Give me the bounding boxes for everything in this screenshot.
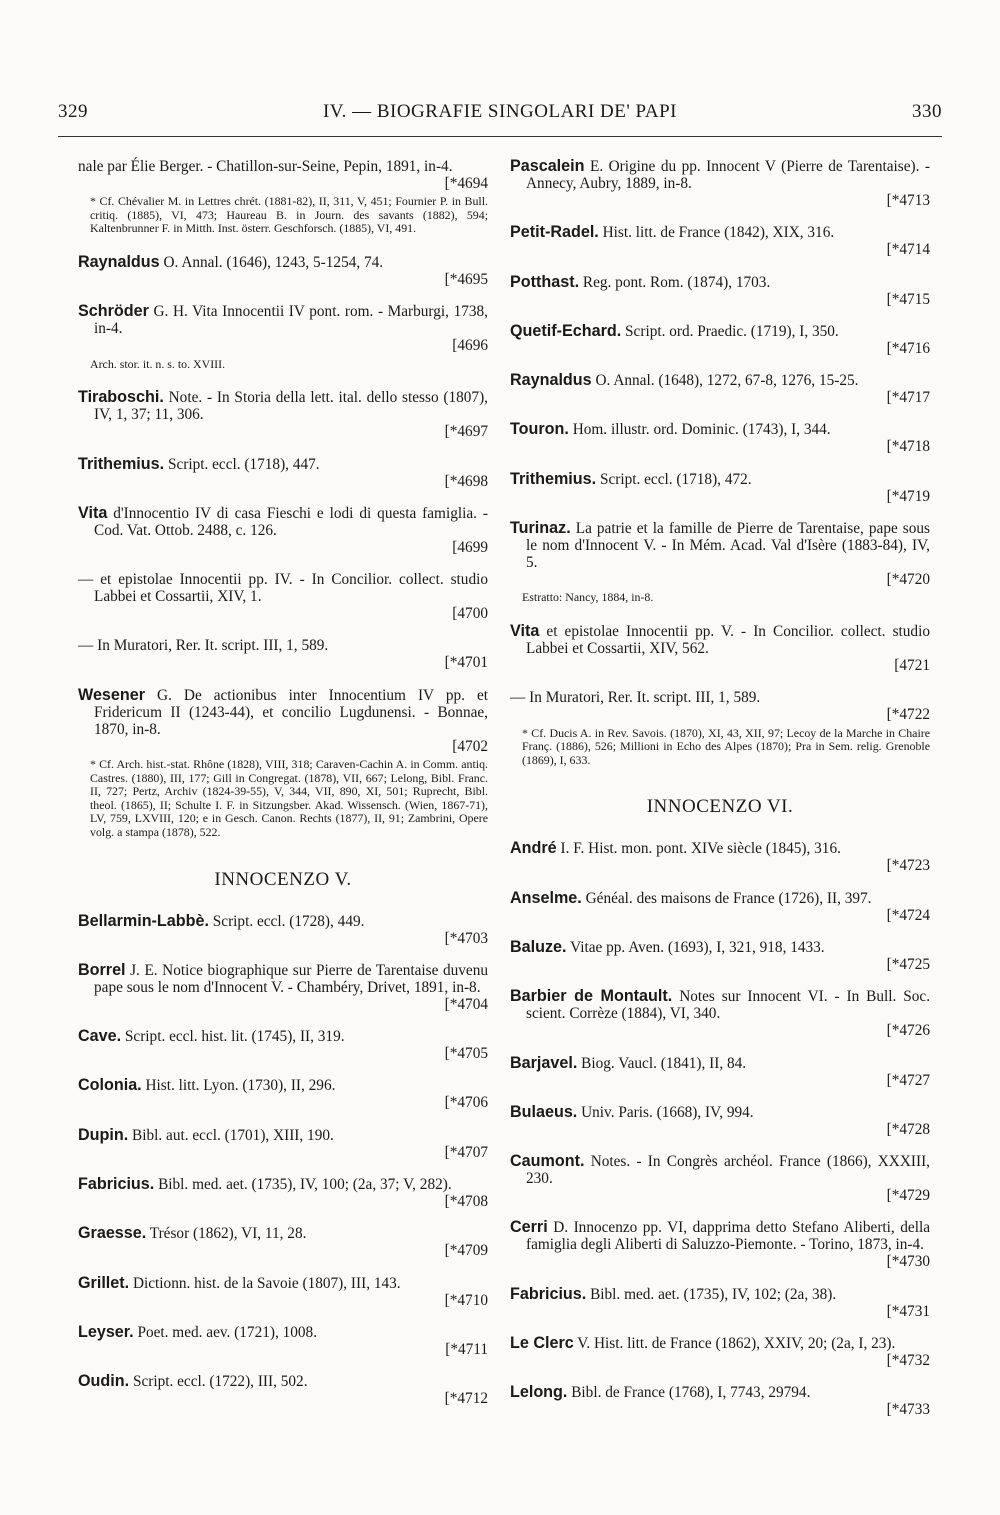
entry-reference-number: [*4731 bbox=[886, 1302, 930, 1320]
entry-text: Bibl. med. aet. (1735), IV, 102; (2a, 38). bbox=[590, 1285, 837, 1303]
bibliography-entry bbox=[78, 303, 488, 354]
right-column bbox=[510, 158, 930, 1434]
entry-reference-number: [*4728 bbox=[886, 1120, 930, 1138]
bibliography-entry bbox=[510, 224, 930, 258]
entry-text: Biog. Vaucl. (1841), II, 84. bbox=[581, 1054, 747, 1072]
entry-author: Lelong. bbox=[510, 1383, 568, 1402]
entry-author: Touron. bbox=[510, 420, 569, 439]
section-heading: INNOCENZO V. bbox=[214, 868, 352, 890]
bibliography-entry bbox=[510, 1286, 930, 1320]
bibliography-entry bbox=[78, 456, 488, 490]
entry-author: Borrel bbox=[78, 960, 126, 979]
entry-author: Raynaldus bbox=[78, 253, 160, 272]
entry-text: Notes sur Innocent VI. - In Bull. Soc. scient. Corrèze (1884), VI, 340. bbox=[526, 988, 931, 1023]
bibliography-entry bbox=[78, 158, 488, 192]
entry-text: Vitae pp. Aven. (1693), I, 321, 918, 1433. bbox=[570, 938, 825, 956]
bibliography-entry bbox=[510, 158, 930, 209]
bibliography-entry bbox=[510, 323, 930, 357]
bibliography-entry bbox=[510, 689, 930, 723]
entry-text: — et epistolae Innocentii pp. IV. - In Concilior. collect. studio Labbei et Cossartii, XIV, 1. bbox=[78, 571, 488, 606]
entry-reference-number: [*4705 bbox=[444, 1045, 488, 1063]
entry-text: I. F. Hist. mon. pont. XIVe siècle (1845), 316. bbox=[560, 840, 841, 858]
bibliography-entry bbox=[510, 274, 930, 308]
entry-text: Trésor (1862), VI, 11, 28. bbox=[149, 1225, 307, 1243]
entry-reference-number: [*4729 bbox=[886, 1187, 930, 1205]
entry-reference-number: [*4717 bbox=[886, 389, 930, 407]
entry-text: O. Annal. (1646), 1243, 5-1254, 74. bbox=[163, 254, 384, 272]
entry-text: Hist. litt. Lyon. (1730), II, 296. bbox=[145, 1077, 336, 1095]
entry-text: Note. - In Storia della lett. ital. dello stesso (1807), IV, 1, 37; 11, 306. bbox=[94, 389, 489, 424]
bibliography-entry bbox=[510, 988, 930, 1039]
entry-text: Poet. med. aev. (1721), 1008. bbox=[137, 1323, 318, 1341]
entry-author: Vita bbox=[78, 503, 108, 522]
section-heading: INNOCENZO VI. bbox=[646, 796, 794, 818]
entry-author: Anselme. bbox=[510, 888, 582, 907]
bibliography-entry bbox=[78, 571, 488, 622]
entry-reference-number: [*4711 bbox=[445, 1340, 488, 1358]
bibliography-entry bbox=[510, 623, 930, 674]
entry-text: D. Innocenzo pp. VI, dapprima detto Stefano Aliberti, della famiglia degli Aliberti di Saluzzo-Piemonte. - Torino, 1873, in-4. bbox=[526, 1219, 930, 1254]
entry-reference-number: [*4727 bbox=[886, 1071, 930, 1089]
bibliography-note: Arch. stor. it. n. s. to. XVIII. bbox=[90, 356, 226, 371]
entry-text: Bibl. aut. eccl. (1701), XIII, 190. bbox=[132, 1126, 334, 1144]
entry-author: Turinaz. bbox=[510, 519, 571, 538]
bibliography-entry bbox=[510, 1104, 930, 1138]
entry-reference-number: [*4707 bbox=[444, 1143, 488, 1161]
bibliography-entry bbox=[78, 1324, 488, 1358]
entry-text: Script. eccl. (1718), 472. bbox=[599, 470, 752, 488]
entry-reference-number: [4721 bbox=[894, 656, 930, 674]
entry-text: Reg. pont. Rom. (1874), 1703. bbox=[582, 273, 771, 291]
entry-reference-number: [*4712 bbox=[444, 1390, 488, 1408]
entry-reference-number: [4699 bbox=[452, 538, 488, 556]
running-title: IV. — BIOGRAFIE SINGOLARI DE' PAPI bbox=[322, 101, 677, 122]
entry-reference-number: [*4720 bbox=[886, 571, 930, 589]
bibliography-entry bbox=[78, 505, 488, 556]
entry-author: Dupin. bbox=[78, 1125, 129, 1144]
entry-author: Wesener bbox=[78, 685, 145, 704]
bibliography-entry bbox=[78, 1373, 488, 1407]
entry-author: Raynaldus bbox=[510, 371, 592, 390]
entry-reference-number: [*4706 bbox=[444, 1094, 488, 1112]
entry-reference-number: [*4718 bbox=[886, 438, 930, 456]
entry-text: Bibl. med. aet. (1735), IV, 100; (2a, 37; V, 282). bbox=[158, 1176, 452, 1194]
entry-author: Trithemius. bbox=[510, 469, 597, 488]
entry-text: V. Hist. litt. de France (1862), XXIV, 20; (2a, I, 23). bbox=[577, 1335, 896, 1352]
entry-reference-number: [*4698 bbox=[444, 472, 488, 490]
entry-author: Bellarmin-Labbè. bbox=[78, 911, 209, 930]
entry-reference-number: [4696 bbox=[452, 337, 488, 355]
entry-author: Barjavel. bbox=[510, 1053, 578, 1072]
header-rule bbox=[58, 136, 942, 137]
entry-author: Baluze. bbox=[510, 937, 567, 956]
entry-text: Script. ord. Praedic. (1719), I, 350. bbox=[625, 322, 839, 340]
bibliography-entry bbox=[78, 254, 488, 288]
entry-reference-number: [*4710 bbox=[444, 1291, 488, 1309]
entry-text: G. H. Vita Innocentii IV pont. rom. - Marburgi, 1738, in-4. bbox=[94, 303, 488, 338]
bibliography-entry bbox=[78, 389, 488, 440]
entry-text: — In Muratori, Rer. It. script. III, 1, 589. bbox=[510, 689, 761, 707]
entry-reference-number: [*4716 bbox=[886, 339, 930, 357]
entry-reference-number: [4702 bbox=[452, 737, 488, 755]
entry-text: et epistolae Innocentii pp. V. - In Concilior. collect. studio Labbei et Cossartii, XIV, 562. bbox=[526, 622, 930, 657]
entry-reference-number: [*4694 bbox=[444, 175, 488, 192]
entry-text: La patrie et la famille de Pierre de Tarentaise, pape sous le nom d'Innocent V. - In Mém. Acad. Val d'Isère (1883-84), IV, 5. bbox=[526, 520, 930, 572]
entry-reference-number: [*4732 bbox=[886, 1352, 930, 1369]
entry-reference-number: [*4704 bbox=[444, 995, 488, 1013]
bibliography-entry bbox=[510, 840, 930, 874]
entry-reference-number: [*4724 bbox=[886, 906, 930, 924]
bibliography-entry bbox=[510, 1335, 930, 1369]
entry-text: nale par Élie Berger. - Chatillon-sur-Seine, Pepin, 1891, in-4. bbox=[78, 158, 453, 175]
bibliography-entry bbox=[510, 421, 930, 455]
entry-reference-number: [*4703 bbox=[444, 929, 488, 947]
entry-author: Schröder bbox=[78, 302, 149, 321]
entry-text: E. Origine du pp. Innocent V (Pierre de Tarentaise). - Annecy, Aubry, 1889, in-8. bbox=[526, 158, 930, 192]
bibliography-entry bbox=[78, 687, 488, 755]
entry-reference-number: [*4713 bbox=[886, 192, 930, 209]
entry-text: Univ. Paris. (1668), IV, 994. bbox=[581, 1103, 754, 1121]
entry-text: Dictionn. hist. de la Savoie (1807), III, 143. bbox=[132, 1274, 401, 1292]
page-number-right: 330 bbox=[912, 101, 942, 122]
bibliography-note: * Cf. Ducis A. in Rev. Savois. (1870), XI, 43, XII, 97; Lecoy de la Marche in Chaire Franç. (1886), 526; Millioni in Echo des Alpes (1870); Pra in Sem. relig. Grenoble (1869), I, 633. bbox=[522, 725, 930, 767]
entry-author: Barbier de Montault. bbox=[510, 987, 673, 1006]
bibliography-entry bbox=[78, 962, 488, 1013]
entry-text: d'Innocentio IV di casa Fieschi e lodi di questa famiglia. - Cod. Vat. Ottob. 2488, c. 126. bbox=[94, 504, 488, 539]
bibliography-entry bbox=[510, 1219, 930, 1270]
entry-reference-number: [*4701 bbox=[444, 654, 488, 672]
entry-text: J. E. Notice biographique sur Pierre de Tarentaise duvenu pape sous le nom d'Innocent V. - Chambéry, Drivet, 1891, in-8. bbox=[94, 961, 488, 996]
bibliography-entry bbox=[78, 913, 488, 947]
entry-reference-number: [*4725 bbox=[886, 955, 930, 973]
entry-text: Hist. litt. de France (1842), XIX, 316. bbox=[602, 224, 835, 242]
entry-author: Potthast. bbox=[510, 272, 580, 291]
bibliography-entry bbox=[78, 1176, 488, 1210]
entry-text: Notes. - In Congrès archéol. France (1866), XXXIII, 230. bbox=[526, 1153, 930, 1188]
bibliography-entry bbox=[510, 890, 930, 924]
entry-author: Vita bbox=[510, 621, 540, 640]
entry-author: Oudin. bbox=[78, 1372, 130, 1391]
bibliography-entry bbox=[78, 637, 488, 671]
entry-author: Graesse. bbox=[78, 1224, 147, 1243]
entry-author: Leyser. bbox=[78, 1322, 134, 1341]
entry-text: Script. eccl. (1722), III, 502. bbox=[132, 1373, 308, 1391]
entry-author: Grillet. bbox=[78, 1273, 130, 1292]
entry-text: Hom. illustr. ord. Dominic. (1743), I, 344. bbox=[572, 421, 831, 439]
entry-reference-number: [4700 bbox=[452, 605, 488, 623]
entry-author: Fabricius. bbox=[510, 1284, 587, 1303]
entry-author: Cave. bbox=[78, 1027, 122, 1046]
entry-text: G. De actionibus inter Innocentium IV pp. et Fridericum II (1243-44), et concilio Lugdunensi. - Bonnae, 1870, in-8. bbox=[94, 686, 488, 738]
bibliography-entry bbox=[78, 1028, 488, 1062]
entry-reference-number: [*4719 bbox=[886, 487, 930, 505]
entry-author: Quetif-Echard. bbox=[510, 321, 622, 340]
left-column bbox=[78, 158, 488, 1423]
page-number-left: 329 bbox=[58, 101, 88, 122]
bibliography-entry bbox=[510, 372, 930, 406]
bibliography-note: Estratto: Nancy, 1884, in-8. bbox=[522, 590, 654, 605]
entry-author: Le Clerc bbox=[510, 1334, 574, 1352]
bibliography-note: * Cf. Chévalier M. in Lettres chrét. (1881-82), II, 311, V, 451; Fournier P. in Bull. critiq. (1885), VI, 473; Haureau B. in Journ. des savants (1882), 594; Kaltenbrunner F. in Mitth. Inst. österr. Geschforsch. (1885), VI, 491. bbox=[90, 194, 488, 236]
bibliography-entry bbox=[78, 1127, 488, 1161]
entry-reference-number: [*4733 bbox=[886, 1401, 930, 1419]
bibliography-entry bbox=[510, 1153, 930, 1204]
entry-reference-number: [*4723 bbox=[886, 857, 930, 875]
entry-author: Cerri bbox=[510, 1218, 548, 1237]
entry-author: Caumont. bbox=[510, 1152, 585, 1171]
bibliography-entry bbox=[510, 471, 930, 505]
entry-reference-number: [*4708 bbox=[444, 1193, 488, 1211]
bibliography-entry bbox=[510, 520, 930, 588]
entry-reference-number: [*4709 bbox=[444, 1242, 488, 1260]
bibliography-entry bbox=[510, 1055, 930, 1089]
entry-author: Bulaeus. bbox=[510, 1102, 578, 1121]
entry-reference-number: [*4715 bbox=[886, 290, 930, 308]
bibliography-entry bbox=[78, 1225, 488, 1259]
entry-reference-number: [*4726 bbox=[886, 1022, 930, 1040]
bibliography-entry bbox=[78, 1275, 488, 1309]
entry-text: O. Annal. (1648), 1272, 67-8, 1276, 15-25. bbox=[595, 372, 859, 390]
entry-text: Script. eccl. (1718), 447. bbox=[167, 455, 320, 473]
entry-reference-number: [*4697 bbox=[444, 423, 488, 441]
entry-text: Généal. des maisons de France (1726), II, 397. bbox=[585, 889, 872, 907]
entry-text: Script. eccl. hist. lit. (1745), II, 319. bbox=[124, 1028, 345, 1046]
bibliography-note: * Cf. Arch. hist.-stat. Rhône (1828), VIII, 318; Caraven-Cachin A. in Comm. antiq. Castres. (1880), III, 177; Gill in Congregat. (1878), VII, 667; Lelong, Bibl. Franc. II, 727; Pertz, Archiv (1824-39-55), V, 344, VII, 890, XI, 501; Ruprecht, Bibl. theol. (1865), II; Schulte I. F. in Sitzungsber. Akad. Wissensch. (Wien, 1867-71), LV, 759, LXVIII, 120; e in Gesch. Canon. Rechts (1877), II, 91; Zambrini, Opere volg. a stampa (1878), 522. bbox=[90, 757, 488, 840]
entry-reference-number: [*4714 bbox=[886, 241, 930, 259]
entry-author: André bbox=[510, 839, 557, 858]
entry-text: — In Muratori, Rer. It. script. III, 1, 589. bbox=[78, 637, 329, 655]
entry-reference-number: [*4722 bbox=[886, 706, 930, 724]
entry-reference-number: [*4695 bbox=[444, 271, 488, 289]
bibliography-entry bbox=[78, 1077, 488, 1111]
page-header bbox=[58, 101, 942, 131]
entry-author: Pascalein bbox=[510, 157, 585, 175]
entry-text: Script. eccl. (1728), 449. bbox=[212, 912, 365, 930]
entry-author: Trithemius. bbox=[78, 454, 165, 473]
bibliography-entry bbox=[510, 939, 930, 973]
entry-reference-number: [*4730 bbox=[886, 1253, 930, 1271]
entry-author: Colonia. bbox=[78, 1076, 142, 1095]
entry-text: Bibl. de France (1768), I, 7743, 29794. bbox=[571, 1384, 811, 1402]
entry-author: Fabricius. bbox=[78, 1175, 155, 1194]
entry-author: Tiraboschi. bbox=[78, 388, 164, 407]
entry-author: Petit-Radel. bbox=[510, 223, 599, 242]
bibliography-entry bbox=[510, 1384, 930, 1418]
